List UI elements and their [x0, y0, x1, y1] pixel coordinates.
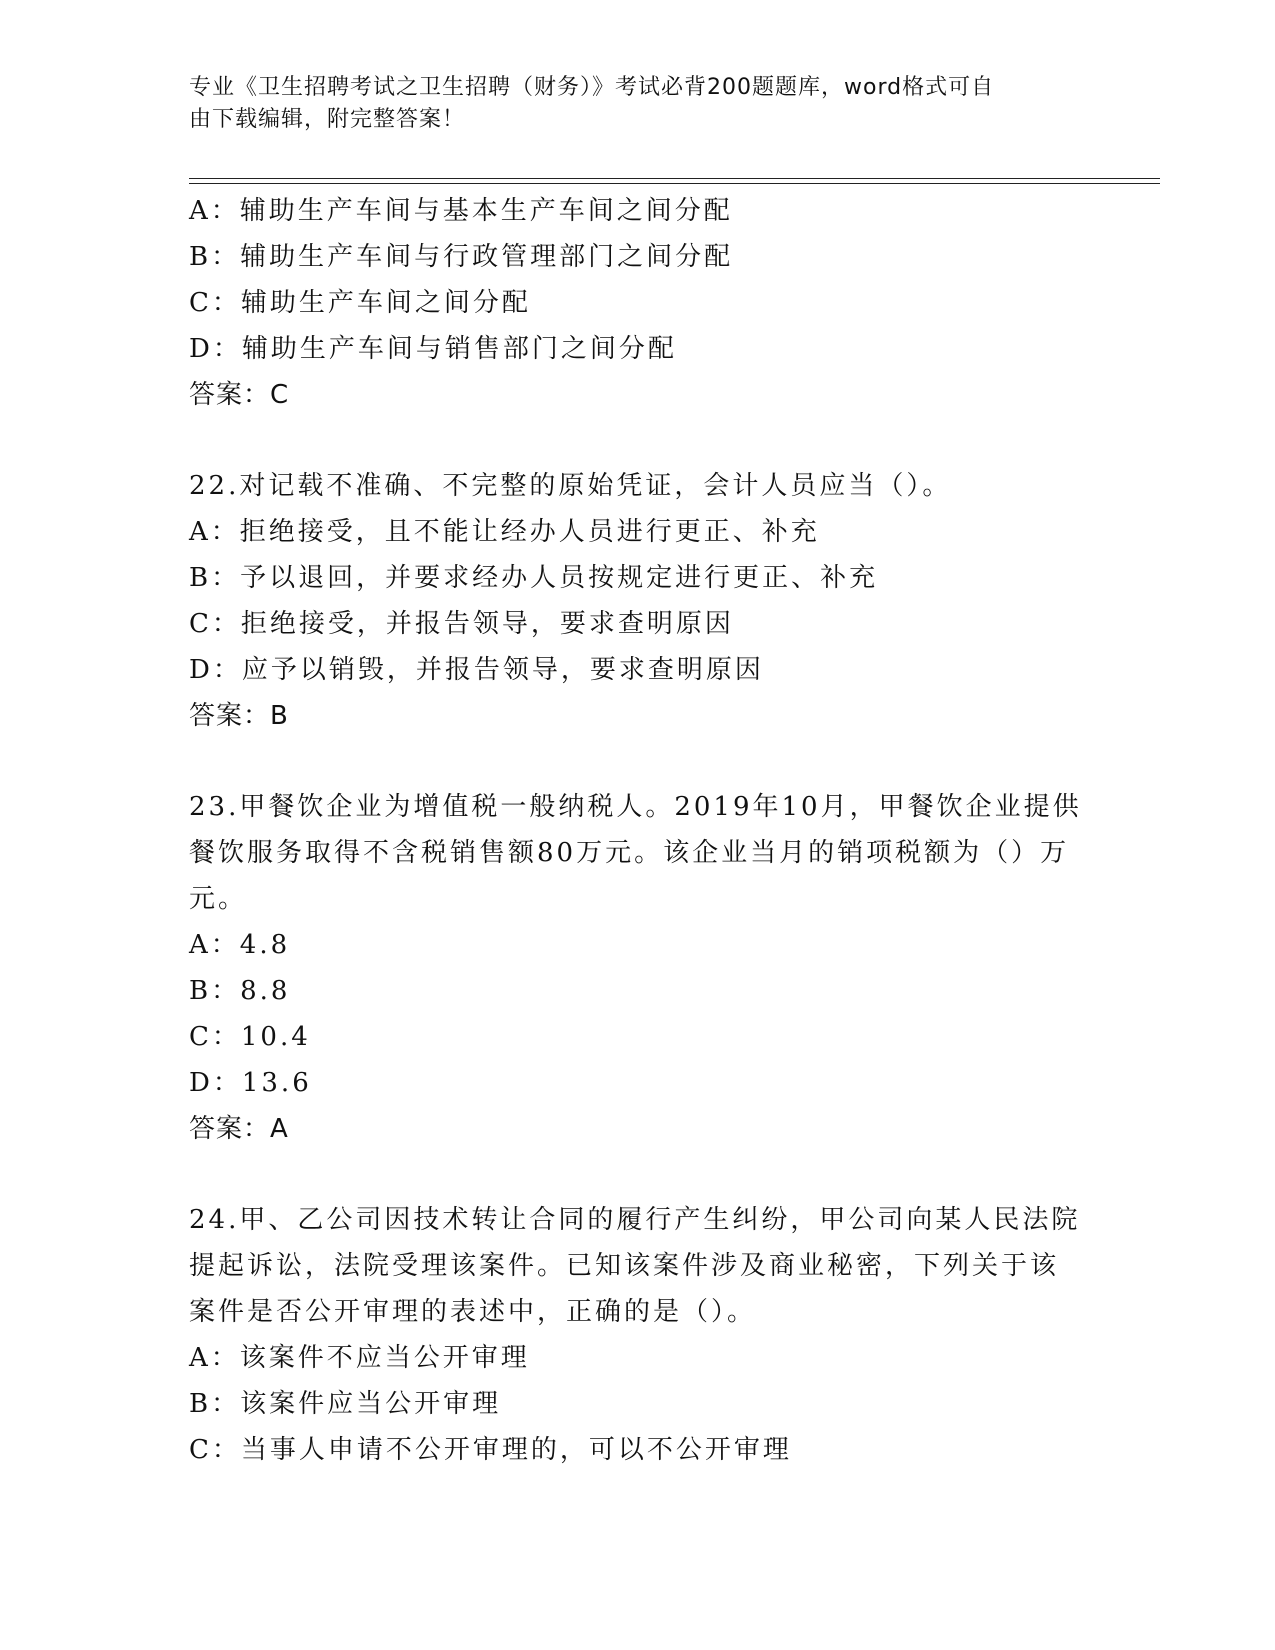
option-c: C：辅助生产车间之间分配	[189, 288, 531, 318]
option-c: C：当事人申请不公开审理的，可以不公开审理	[189, 1435, 792, 1465]
question-text: 22.对记载不准确、不完整的原始凭证，会计人员应当（）。	[189, 471, 952, 501]
question-text-line: 提起诉讼，法院受理该案件。已知该案件涉及商业秘密，下列关于该	[189, 1251, 1060, 1281]
question-text-line: 案件是否公开审理的表述中，正确的是（）。	[189, 1297, 757, 1327]
option-a: A：拒绝接受，且不能让经办人员进行更正、补充	[189, 517, 820, 547]
option-b: B：辅助生产车间与行政管理部门之间分配	[189, 242, 734, 272]
header-line-1: 专业《卫生招聘考试之卫生招聘（财务）》考试必背200题题库，word格式可自	[189, 75, 995, 100]
answer-line: 答案：B	[189, 701, 289, 731]
option-d: D：辅助生产车间与销售部门之间分配	[189, 334, 677, 364]
question-list	[189, 188, 1089, 1473]
document-header	[189, 72, 1089, 136]
question-22	[189, 463, 1089, 739]
spacer	[189, 739, 1089, 784]
question-24	[189, 1197, 1089, 1473]
option-b: B：8.8	[189, 976, 291, 1006]
question-text-line: 24.甲、乙公司因技术转让合同的履行产生纠纷，甲公司向某人民法院	[189, 1205, 1081, 1235]
question-text-line: 元。	[189, 884, 248, 914]
answer-line: 答案：A	[189, 1114, 289, 1144]
answer-line: 答案：C	[189, 380, 290, 410]
header-rule-bottom	[189, 183, 1160, 184]
option-c: C：10.4	[189, 1022, 311, 1052]
question-21-continued	[189, 188, 1089, 418]
question-text-line: 23.甲餐饮企业为增值税一般纳税人。2019年10月，甲餐饮企业提供	[189, 792, 1082, 822]
option-d: D：应予以销毁，并报告领导，要求查明原因	[189, 655, 764, 685]
option-b: B：予以退回，并要求经办人员按规定进行更正、补充	[189, 563, 879, 593]
option-d: D：13.6	[189, 1068, 312, 1098]
option-a: A：辅助生产车间与基本生产车间之间分配	[189, 196, 733, 226]
option-a: A：4.8	[189, 930, 291, 960]
question-text-line: 餐饮服务取得不含税销售额80万元。该企业当月的销项税额为（）万	[189, 838, 1070, 868]
option-a: A：该案件不应当公开审理	[189, 1343, 530, 1373]
header-line-2: 由下载编辑，附完整答案！	[189, 107, 466, 132]
question-23	[189, 784, 1089, 1152]
option-c: C：拒绝接受，并报告领导，要求查明原因	[189, 609, 734, 639]
option-b: B：该案件应当公开审理	[189, 1389, 502, 1419]
spacer	[189, 418, 1089, 463]
spacer	[189, 1152, 1089, 1197]
header-rule-top	[189, 178, 1160, 179]
